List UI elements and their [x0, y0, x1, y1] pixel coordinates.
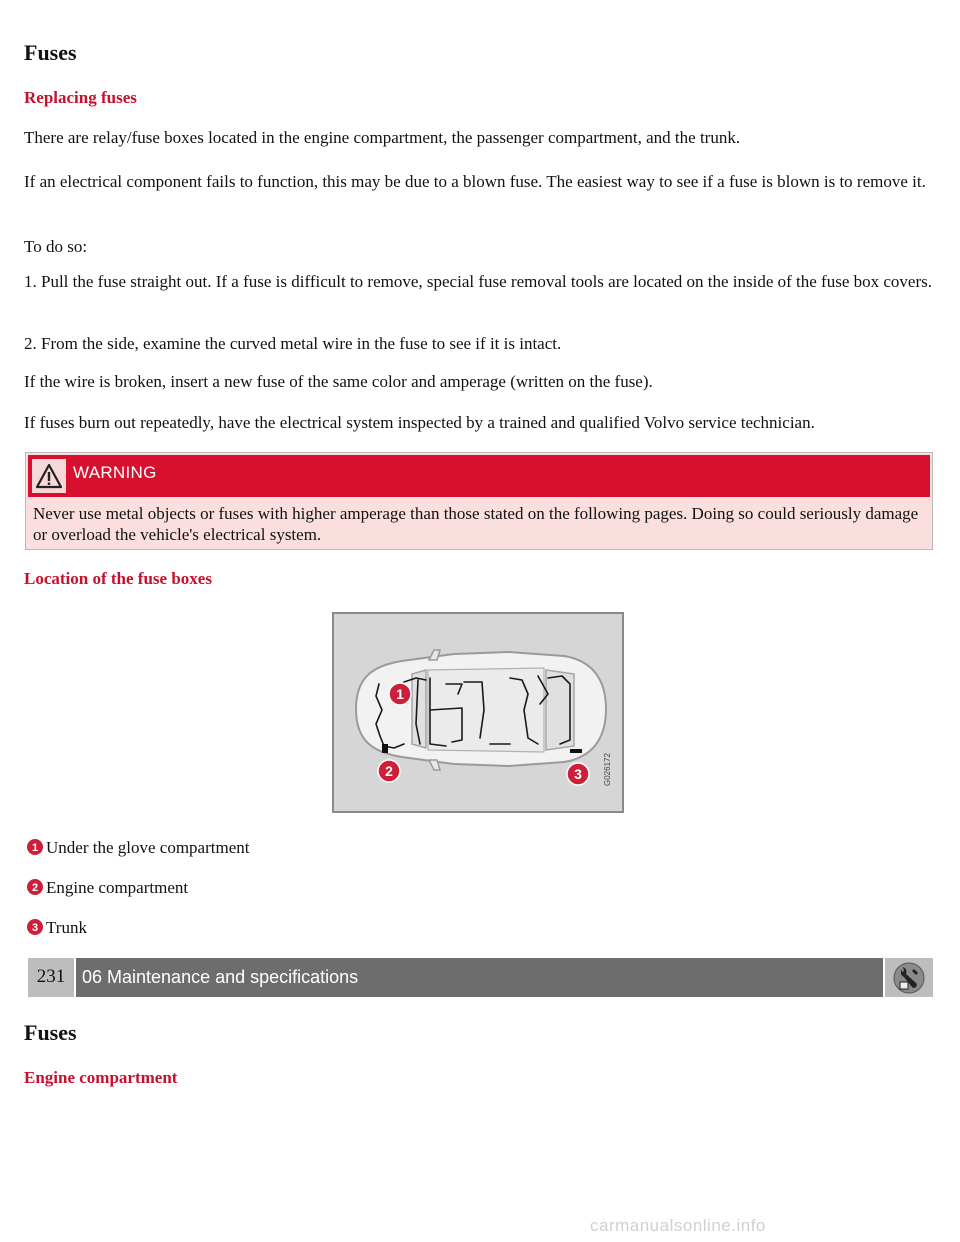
wrench-manual-icon: [885, 958, 933, 997]
svg-text:3: 3: [574, 766, 582, 782]
svg-text:2: 2: [385, 763, 393, 779]
legend-item: [26, 876, 188, 898]
legend-item: [26, 916, 87, 938]
section-title-fuses: Fuses: [24, 1020, 77, 1045]
number-2-badge-icon: [26, 878, 44, 896]
number-3-badge-icon: [26, 918, 44, 936]
watermark: carmanualsonline.info: [590, 1216, 766, 1235]
legend-text: Under the glove compartment: [46, 837, 250, 857]
svg-text:3: 3: [31, 922, 39, 934]
section-subtitle-location: Location of the fuse boxes: [24, 569, 212, 588]
paragraph-step-1: 1. Pull the fuse straight out. If a fuse is difficult to remove, special fuse removal tools are located on the inside of the fuse box covers.: [24, 272, 932, 291]
chapter-title: 06 Maintenance and specifications: [76, 958, 883, 997]
engine-fuse-box-marker: [382, 744, 388, 753]
paragraph-step-2: 2. From the side, examine the curved metal wire in the fuse to see if it is intact.: [24, 334, 562, 353]
warning-triangle-icon: [32, 459, 66, 493]
callout-1: [389, 683, 411, 705]
section-subtitle-replacing-fuses: Replacing fuses: [24, 88, 137, 107]
page-title: Fuses: [24, 40, 77, 65]
legend-text: Trunk: [46, 917, 87, 937]
warning-box: [25, 452, 933, 550]
warning-label: WARNING: [73, 463, 157, 482]
callout-3: [567, 763, 589, 785]
section-subtitle-engine-compartment: Engine compartment: [24, 1068, 178, 1087]
trunk-fuse-box-marker: [570, 749, 582, 753]
warning-header: [28, 455, 930, 497]
svg-text:2: 2: [31, 882, 39, 894]
paragraph-broken-wire: If the wire is broken, insert a new fuse of the same color and amperage (written on the fuse).: [24, 372, 653, 391]
paragraph-blown-fuse: If an electrical component fails to function, this may be due to a blown fuse. The easiest way to see if a fuse is blown is to remove it.: [24, 172, 926, 191]
car-top-view-illustration: [334, 614, 622, 811]
paragraph-repeated-burnout: If fuses burn out repeatedly, have the electrical system inspected by a trained and qualified Volvo service technician.: [24, 413, 815, 432]
page-footer-bar: [28, 958, 933, 997]
legend-text: Engine compartment: [46, 877, 189, 897]
legend-item: [26, 836, 249, 858]
paragraph-to-do-so: To do so:: [24, 237, 88, 256]
number-1-badge-icon: [26, 838, 44, 856]
figure-code: G026172: [603, 753, 612, 786]
warning-text: Never use metal objects or fuses with higher amperage than those stated on the following pages. Doing so could seriously damage or overload the vehicle's electrical system.: [33, 504, 919, 544]
svg-text:1: 1: [396, 686, 404, 702]
fuse-box-location-figure: [332, 612, 624, 813]
svg-text:1: 1: [31, 842, 39, 854]
paragraph-relay-locations: There are relay/fuse boxes located in the engine compartment, the passenger compartment, and the trunk.: [24, 128, 741, 147]
page-number: 231: [28, 958, 74, 997]
callout-2: [378, 760, 400, 782]
